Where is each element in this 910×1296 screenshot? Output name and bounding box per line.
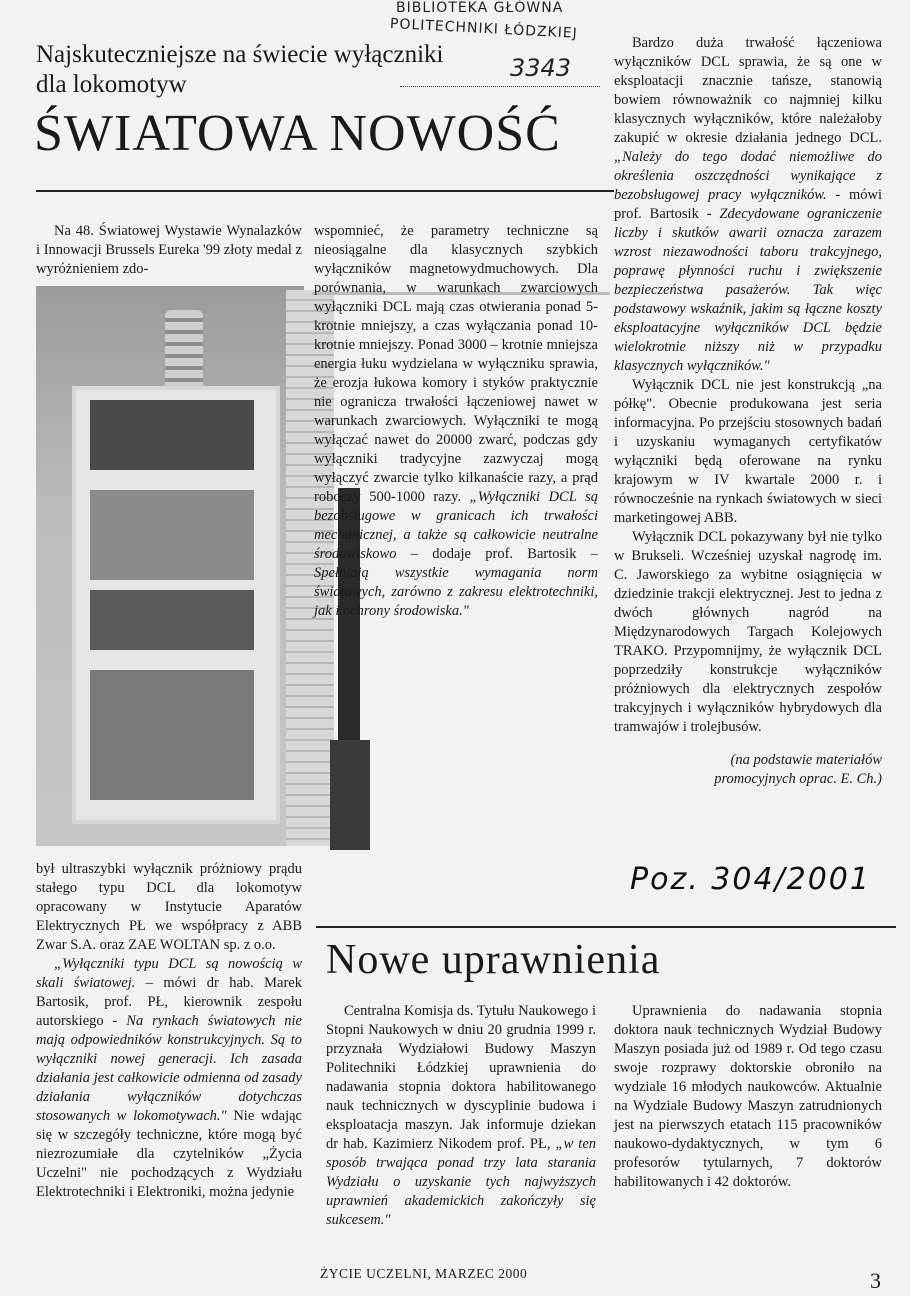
- stamp-number: 3343: [510, 54, 572, 82]
- col2-text-2: – dodaje prof. Bartosik –: [396, 546, 598, 562]
- article2-col1: [326, 1002, 596, 1230]
- library-stamp: [389, 0, 620, 42]
- source-note: [614, 751, 882, 789]
- col2-text-1: wspomnieć, że parametry techniczne są nieosiągalne dla klasycznych szybkich wyłączników magnetowydmuchowych. Dla porównania, w warunkach zwarciowych wyłączniki DCL mają czas otwierania ponad 5-krotnie mniejszy, a czas wyłączania ponad 10-krotnie mniejszy. Ponad 3000 – krotnie mniejsza energia łuku wydzielana w wyłączniku sprawia, że erozja łukowa komory i styków praktycznie nie ogranicza trwałości łączeniowej nawet w warunkach zwarciowych. Wyłączniki te mogą wyłączać nawet do 20000 zwarć, podczas gdy wyłączniki tradycyjne zazwyczaj mogą wyłączyć zwarcie tylko kilkanaście razy, a prąd roboczy 500-1000 razy.: [314, 223, 598, 505]
- page-number: 3: [870, 1268, 881, 1293]
- col2-quote-1: „Wyłączniki DCL są bezobsługowe w granicach ich trwałości mechanicznej, a także są całkowicie neutralne środowiskowo: [314, 489, 598, 562]
- col3-text-2: - mówi prof. Bartosik -: [614, 187, 882, 222]
- article2-col1-quote: „w ten sposób trwająca ponad trzy lata starania Wydziału o uzyskanie tych najwyższych uprawnień akademickich zakończyły się sukcesem.": [326, 1136, 596, 1228]
- col1-top: [36, 222, 302, 279]
- cabinet-middle-module: [90, 490, 254, 580]
- footer-publication: ŻYCIE UCZELNI,: [320, 1266, 432, 1281]
- col3-body: [614, 34, 882, 789]
- cabinet-upper-module: [90, 400, 254, 470]
- col1-text-2: Nie wdając się w szczegóły techniczne, które mogą być niezrozumiałe dla czytelników „Życia Uczelni" nie pochodzących z Wydziału Elektrotechniki i Elektroniki, można jedynie: [36, 1108, 302, 1200]
- source-line-2: promocyjnych oprac. E. Ch.): [714, 771, 882, 787]
- headline-rule: [36, 190, 614, 192]
- col1-paragraph-2: [36, 955, 302, 1202]
- subtitle-line-2: dla lokomotyw: [36, 71, 187, 98]
- col3-paragraph-1: [614, 34, 882, 376]
- col3-quote-2: Zdecydowane ograniczenie liczby i skutków awarii oznacza zarazem wzrost niezawodności taboru trakcyjnego, poprawę płynności ruchu i zwiększenie bezpieczeństwa pasażerów. Tak więc podstawowy wskaźnik, jakim są łączne koszty eksploatacyjne wyłączników DCL będzie wielokrotnie niższy niż w przypadku klasycznych wyłączników.": [614, 206, 882, 374]
- col1-quote-2: Na rynkach światowych nie mają odpowiedników konstrukcyjnych. Są to wyłączniki nowej generacji. Ich zasada działania jest całkowicie odmienna od zasady działania wyłączników dotychczas stosowanych w lokomotywach.": [36, 1013, 302, 1124]
- article2-rule: [316, 926, 896, 928]
- article-subtitle: [36, 40, 596, 100]
- article2-col1-paragraph: [326, 1002, 596, 1230]
- col1-top-text: Na 48. Światowej Wystawie Wynalazków i Innowacji Brussels Eureka '99 złoty medal z wyróżnieniem zdo-: [36, 223, 302, 277]
- stamp-line-2: POLITECHNIKI ŁÓDZKIEJ: [389, 16, 579, 42]
- subtitle-line-1: Najskuteczniejsze na świecie wyłączniki: [36, 41, 444, 68]
- col1-text-1: – mówi dr hab. Marek Bartosik, prof. PŁ, kierownik zespołu autorskiego -: [36, 975, 302, 1029]
- insulator-illustration: [165, 310, 203, 394]
- source-line-1: (na podstawie materiałów: [730, 752, 882, 768]
- col1-body: [36, 860, 302, 1202]
- arc-chamber-base: [330, 740, 370, 850]
- article2-headline: Nowe uprawnienia: [326, 937, 661, 983]
- col2-quote-2: Spełniają wszystkie wymagania norm światowych, zarówno z zakresu elektrotechniki, jak i ochrony środowiska.": [314, 565, 598, 619]
- footer-date: MARZEC 2000: [435, 1266, 528, 1281]
- article2-col2-paragraph: Uprawnienia do nadawania stopnia doktora nauk technicznych Wydział Budowy Maszyn posiada już od 1989 r. Od tego czasu swoje rozprawy doktorskie obroniło na wydziale 16 młodych naukowców. Aktualnie na Wydziale Budowy Maszyn zatrudnionych jest na pierwszych etatach 115 pracowników naukowo-dydaktycznych, w tym 6 profesorów tytularnych, 7 doktorów habilitowanych i 42 doktorów.: [614, 1003, 882, 1190]
- handwritten-signature: Poz. 304/2001: [630, 862, 871, 897]
- page-footer: [320, 1266, 527, 1282]
- breaker-cabinet-illustration: [72, 386, 280, 824]
- col3-quote-1: „Należy do tego dodać niemożliwe do określenia oszczędności wynikające z bezobsługowej pracy wyłączników.: [614, 149, 882, 203]
- cabinet-lower-module: [90, 590, 254, 650]
- article2-col2: [614, 1002, 882, 1192]
- col1-paragraph-1: był ultraszybki wyłącznik próżniowy prądu stałego typu DCL dla lokomotyw opracowany w Instytucie Aparatów Elektrycznych PŁ we współpracy z ABB Zwar S.A. oraz ZAE WOLTAN sp. z o.o.: [36, 861, 302, 953]
- col3-paragraph-2: Wyłącznik DCL nie jest konstrukcją „na półkę". Obecnie produkowana jest seria informacyjna. Po przejściu stosownych badań i uzyskaniu wymaganych certyfikatów wyłączniki będą oferowane na rynku krajowym w IV kwartale 2000 r. i równocześnie na rynkach światowych w sieci marketingowej ABB.: [614, 377, 882, 526]
- col3-paragraph-3: Wyłącznik DCL pokazywany był nie tylko w Brukseli. Wcześniej uzyskał nagrodę im. C. Jaworskiego za wybitne osiągnięcia w dziedzinie trakcji elektrycznej. Jest to jedna z dwóch głównych nagród na Międzynarodowych Targach Kolejowych TRAKO. Przypomnijmy, że wyłącznik DCL poprzedziły konstrukcje wyłączników próżniowych dla elektrycznych zespołów trakcyjnych i wyłączników hybrydowych dla tramwajów i trolejbusów.: [614, 529, 882, 735]
- col2-paragraph: [314, 222, 598, 621]
- col2-body: [314, 222, 598, 621]
- col1-quote-1: „Wyłączniki typu DCL są nowością w skali światowej.: [36, 956, 302, 991]
- article-headline: ŚWIATOWA NOWOŚĆ: [34, 105, 561, 162]
- cabinet-base-module: [90, 670, 254, 800]
- stamp-line-1: BIBLIOTEKA GŁÓWNA: [396, 0, 564, 16]
- article2-col1-text: Centralna Komisja ds. Tytułu Naukowego i Stopni Naukowych w dniu 20 grudnia 1999 r. przyznała Wydziałowi Budowy Maszyn Politechniki Łódzkiej uprawnienia do nadawania stopnia doktora habilitowanego nauk technicznych w dyscyplinie budowa i eksploatacja maszyn. Jak informuje dziekan dr hab. Kazimierz Nikodem prof. PŁ,: [326, 1003, 596, 1152]
- col3-text-1: Bardzo duża trwałość łączeniowa wyłączników DCL sprawia, że są one w eksploatacji znacznie tańsze, stanowią bowiem równoważnik co najmniej kilku klasycznych wyłączników, które należałoby zakupić w okresie działania jednego DCL.: [614, 35, 882, 146]
